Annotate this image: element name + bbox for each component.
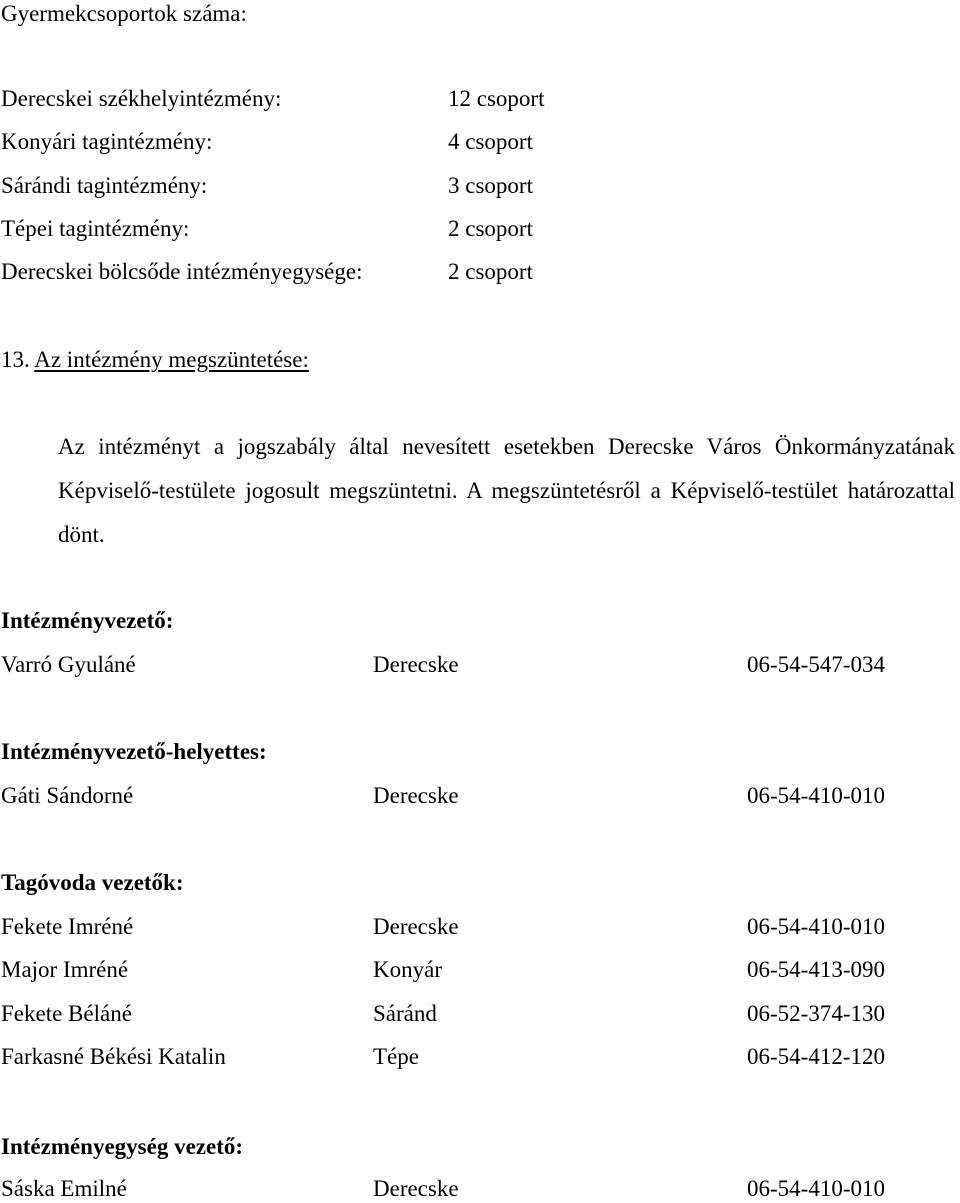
branch-leaders-heading: Tagóvoda vezetők: [1, 870, 184, 895]
person-phone: 06-54-547-034 [747, 652, 885, 677]
deputy-heading: Intézményvezető-helyettes: [1, 739, 267, 764]
person-phone: 06-52-374-130 [747, 1001, 885, 1026]
section-title: Az intézmény megszüntetése: [34, 347, 309, 372]
group-label: Konyári tagintézmény: [1, 129, 213, 154]
group-count: 2 csoport [448, 259, 533, 284]
person-city: Tépe [373, 1044, 419, 1069]
person-phone: 06-54-412-120 [747, 1044, 885, 1069]
unit-leader-heading: Intézményegység vezető: [1, 1134, 244, 1159]
leader-heading: Intézményvezető: [1, 608, 174, 633]
group-count: 2 csoport [448, 216, 533, 241]
person-phone: 06-54-410-010 [747, 914, 885, 939]
group-count: 4 csoport [448, 129, 533, 154]
group-label: Sárándi tagintézmény: [1, 173, 208, 198]
group-label: Derecskei székhelyintézmény: [1, 86, 282, 111]
person-phone: 06-54-410-010 [747, 1176, 885, 1201]
person-city: Derecske [373, 652, 459, 677]
person-phone: 06-54-410-010 [747, 783, 885, 808]
person-name: Fekete Imréné [1, 914, 134, 939]
group-count: 12 csoport [448, 86, 545, 111]
person-city: Sáránd [373, 1001, 437, 1026]
section-heading [1, 346, 309, 374]
section-paragraph: Az intézményt a jogszabály által nevesített esetekben Derecske Város Önkormányzatának Képviselő-testülete jogosult megszüntetni. A megszüntetésről a Képviselő-testület határozattal dönt. [58, 434, 955, 547]
group-label: Derecskei bölcsőde intézményegysége: [1, 259, 363, 284]
person-name: Farkasné Békési Katalin [1, 1044, 226, 1069]
person-city: Derecske [373, 783, 459, 808]
person-name: Gáti Sándorné [1, 783, 134, 808]
person-name: Major Imréné [1, 957, 129, 982]
person-phone: 06-54-413-090 [747, 957, 885, 982]
person-city: Derecske [373, 1176, 459, 1201]
person-name: Sáska Emilné [1, 1176, 127, 1201]
person-name: Varró Gyuláné [1, 652, 136, 677]
group-count: 3 csoport [448, 173, 533, 198]
person-city: Derecske [373, 914, 459, 939]
groups-title: Gyermekcsoportok száma: [1, 1, 247, 26]
person-name: Fekete Béláné [1, 1001, 132, 1026]
person-city: Konyár [373, 957, 442, 982]
group-label: Tépei tagintézmény: [1, 216, 190, 241]
section-number: 13. [1, 347, 30, 372]
